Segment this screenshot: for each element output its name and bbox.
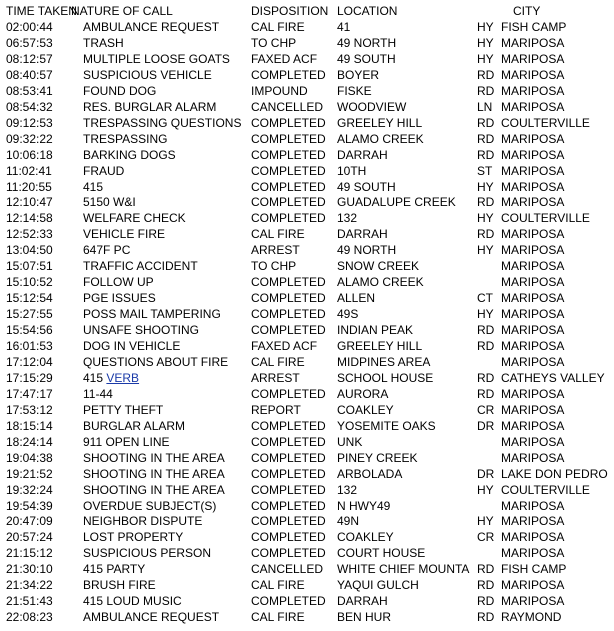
disposition-cell: IMPOUND bbox=[251, 83, 308, 98]
disposition-cell: COMPLETED bbox=[251, 275, 326, 290]
disposition-cell: COMPLETED bbox=[251, 163, 326, 178]
city-cell: MARIPOSA bbox=[501, 450, 565, 465]
time-cell: 21:15:12 bbox=[6, 546, 53, 561]
street-suffix-cell: RD bbox=[477, 386, 495, 401]
time-cell: 08:40:57 bbox=[6, 67, 53, 82]
city-cell: COULTERVILLE bbox=[501, 482, 590, 497]
street-suffix-cell: HY bbox=[477, 179, 494, 194]
time-cell: 11:20:55 bbox=[6, 179, 52, 194]
street-suffix-cell: RD bbox=[477, 323, 495, 338]
nature-cell: BURGLAR ALARM bbox=[83, 418, 186, 433]
nature-cell: SHOOTING IN THE AREA bbox=[83, 482, 225, 497]
time-cell: 08:53:41 bbox=[6, 83, 53, 98]
table-row bbox=[0, 290, 614, 306]
location-cell: ARBOLADA bbox=[337, 466, 403, 481]
city-cell: MARIPOSA bbox=[501, 578, 565, 593]
table-row bbox=[0, 115, 614, 131]
street-suffix-cell: RD bbox=[477, 339, 495, 353]
disposition-cell: ARREST bbox=[251, 370, 300, 385]
time-cell: 19:04:38 bbox=[6, 450, 53, 465]
city-cell: LAKE DON PEDRO bbox=[501, 466, 608, 481]
location-cell: AURORA bbox=[337, 386, 389, 401]
table-row bbox=[0, 67, 614, 83]
location-cell: GUADALUPE CREEK bbox=[337, 195, 456, 210]
nature-cell: TRASH bbox=[83, 35, 124, 50]
nature-cell: FRAUD bbox=[83, 163, 125, 178]
location-cell: COURT HOUSE bbox=[337, 546, 426, 561]
nature-cell: DOG IN VEHICLE bbox=[83, 339, 181, 353]
table-row bbox=[0, 210, 614, 226]
table-row bbox=[0, 19, 614, 35]
street-suffix-cell: HY bbox=[477, 35, 494, 50]
nature-cell: 415 PARTY bbox=[83, 562, 146, 577]
city-cell: CATHEYS VALLEY bbox=[501, 370, 605, 385]
disposition-cell: FAXED ACF bbox=[251, 339, 318, 353]
table-row bbox=[0, 354, 614, 370]
city-cell: MARIPOSA bbox=[501, 195, 565, 210]
nature-cell bbox=[83, 370, 249, 386]
city-cell: MARIPOSA bbox=[501, 67, 565, 82]
location-cell: ALAMO CREEK bbox=[337, 131, 424, 146]
time-cell: 10:06:18 bbox=[6, 147, 53, 162]
nature-cell: PGE ISSUES bbox=[83, 291, 156, 306]
location-cell: 10TH bbox=[337, 163, 367, 178]
disposition-cell: COMPLETED bbox=[251, 546, 326, 561]
city-cell: MARIPOSA bbox=[501, 418, 565, 433]
time-cell: 12:10:47 bbox=[6, 195, 53, 210]
time-cell: 21:34:22 bbox=[6, 578, 53, 593]
location-cell: 49S bbox=[337, 307, 359, 322]
table-row bbox=[0, 322, 614, 338]
street-suffix-cell: DR bbox=[477, 466, 495, 481]
table-row bbox=[0, 498, 614, 514]
header-nature-of-call: NATURE OF CALL bbox=[71, 4, 173, 18]
disposition-cell: CAL FIRE bbox=[251, 227, 305, 242]
location-cell: 49 SOUTH bbox=[337, 51, 396, 66]
nature-cell: NEIGHBOR DISPUTE bbox=[83, 514, 203, 529]
time-cell: 19:21:52 bbox=[6, 466, 53, 481]
city-cell: MARIPOSA bbox=[501, 227, 565, 242]
location-cell: N HWY49 bbox=[337, 498, 391, 513]
location-cell: GREELEY HILL bbox=[337, 115, 423, 130]
disposition-cell: COMPLETED bbox=[251, 115, 326, 130]
location-cell: FISKE bbox=[337, 83, 372, 98]
street-suffix-cell: RD bbox=[477, 147, 495, 162]
city-cell: MARIPOSA bbox=[501, 386, 565, 401]
location-cell: 49 NORTH bbox=[337, 243, 397, 258]
nature-cell: 5150 W&I bbox=[83, 195, 136, 210]
location-cell: MIDPINES AREA bbox=[337, 354, 431, 369]
location-cell: ALAMO CREEK bbox=[337, 275, 424, 290]
disposition-cell: COMPLETED bbox=[251, 434, 326, 449]
table-row bbox=[0, 338, 614, 354]
table-row bbox=[0, 35, 614, 51]
table-row bbox=[0, 561, 614, 577]
city-cell: MARIPOSA bbox=[501, 259, 565, 274]
street-suffix-cell: DR bbox=[477, 418, 495, 433]
location-cell: GREELEY HILL bbox=[337, 339, 423, 353]
time-cell: 21:30:10 bbox=[6, 562, 53, 577]
time-cell: 20:57:24 bbox=[6, 530, 53, 545]
street-suffix-cell: RD bbox=[477, 370, 495, 385]
header-row bbox=[0, 3, 614, 19]
nature-cell: QUESTIONS ABOUT FIRE bbox=[83, 354, 229, 369]
time-cell: 06:57:53 bbox=[6, 35, 53, 50]
time-cell: 16:01:53 bbox=[6, 339, 53, 353]
street-suffix-cell: HY bbox=[477, 211, 494, 226]
street-suffix-cell: RD bbox=[477, 610, 495, 625]
location-cell: 49N bbox=[337, 514, 360, 529]
street-suffix-cell: HY bbox=[477, 51, 494, 66]
table-row bbox=[0, 482, 614, 498]
disposition-cell: COMPLETED bbox=[251, 67, 326, 82]
nature-text: 415 bbox=[83, 370, 104, 385]
street-suffix-cell: HY bbox=[477, 514, 494, 529]
time-cell: 12:52:33 bbox=[6, 227, 53, 242]
street-suffix-cell: CT bbox=[477, 291, 493, 306]
disposition-cell: COMPLETED bbox=[251, 147, 326, 162]
street-suffix-cell: RD bbox=[477, 578, 495, 593]
street-suffix-cell: RD bbox=[477, 227, 495, 242]
location-cell: YOSEMITE OAKS bbox=[337, 418, 436, 433]
location-cell: SCHOOL HOUSE bbox=[337, 370, 434, 385]
city-cell: MARIPOSA bbox=[501, 291, 565, 306]
table-row bbox=[0, 609, 614, 625]
nature-cell: OVERDUE SUBJECT(S) bbox=[83, 498, 217, 513]
time-cell: 17:47:17 bbox=[6, 386, 53, 401]
nature-cell: VEHICLE FIRE bbox=[83, 227, 166, 242]
location-cell: WOODVIEW bbox=[337, 99, 407, 114]
location-cell: UNK bbox=[337, 434, 363, 449]
city-cell: MARIPOSA bbox=[501, 323, 565, 338]
city-cell: MARIPOSA bbox=[501, 498, 565, 513]
nature-cell: WELFARE CHECK bbox=[83, 211, 186, 226]
city-cell: FISH CAMP bbox=[501, 562, 567, 577]
time-cell: 22:08:23 bbox=[6, 610, 53, 625]
street-suffix-cell: RD bbox=[477, 83, 495, 98]
city-cell: MARIPOSA bbox=[501, 131, 565, 146]
city-cell: MARIPOSA bbox=[501, 179, 565, 194]
disposition-cell: CAL FIRE bbox=[251, 578, 305, 593]
time-cell: 09:12:53 bbox=[6, 115, 53, 130]
city-cell: MARIPOSA bbox=[501, 163, 565, 178]
time-cell: 20:47:09 bbox=[6, 514, 53, 529]
city-cell: MARIPOSA bbox=[501, 402, 565, 417]
street-suffix-cell: HY bbox=[477, 307, 494, 322]
nature-cell: AMBULANCE REQUEST bbox=[83, 20, 220, 34]
location-cell: COAKLEY bbox=[337, 530, 394, 545]
table-row bbox=[0, 163, 614, 179]
city-cell: MARIPOSA bbox=[501, 147, 565, 162]
nature-cell: 11-44 bbox=[83, 386, 113, 401]
time-cell: 19:32:24 bbox=[6, 482, 53, 497]
city-cell: MARIPOSA bbox=[501, 51, 565, 66]
disposition-cell: COMPLETED bbox=[251, 482, 326, 497]
table-row bbox=[0, 242, 614, 258]
nature-cell: 647F PC bbox=[83, 243, 131, 258]
nature-cell: SUSPICIOUS PERSON bbox=[83, 546, 212, 561]
table-row bbox=[0, 545, 614, 561]
table-row bbox=[0, 131, 614, 147]
street-suffix-cell: RD bbox=[477, 67, 495, 82]
nature-cell: TRAFFIC ACCIDENT bbox=[83, 259, 198, 274]
location-cell: BOYER bbox=[337, 67, 380, 82]
nature-cell: 911 OPEN LINE bbox=[83, 434, 170, 449]
time-cell: 11:02:41 bbox=[6, 163, 52, 178]
disposition-cell: CAL FIRE bbox=[251, 354, 305, 369]
city-cell: COULTERVILLE bbox=[501, 115, 590, 130]
city-cell: MARIPOSA bbox=[501, 434, 565, 449]
nature-cell: MULTIPLE LOOSE GOATS bbox=[83, 51, 230, 66]
street-suffix-cell: LN bbox=[477, 99, 493, 114]
street-suffix-cell: RD bbox=[477, 131, 495, 146]
table-row bbox=[0, 402, 614, 418]
city-cell: MARIPOSA bbox=[501, 339, 565, 353]
disposition-cell: FAXED ACF bbox=[251, 51, 318, 66]
street-suffix-cell: HY bbox=[477, 482, 494, 497]
table-row bbox=[0, 434, 614, 450]
table-row bbox=[0, 450, 614, 466]
time-cell: 12:14:58 bbox=[6, 211, 53, 226]
table-row bbox=[0, 147, 614, 163]
nature-cell: 415 bbox=[83, 179, 104, 194]
location-cell: DARRAH bbox=[337, 594, 388, 609]
street-suffix-cell: CR bbox=[477, 402, 495, 417]
disposition-cell: ARREST bbox=[251, 243, 300, 258]
table-row bbox=[0, 83, 614, 99]
city-cell: COULTERVILLE bbox=[501, 211, 590, 226]
time-cell: 19:54:39 bbox=[6, 498, 53, 513]
table-row bbox=[0, 274, 614, 290]
location-cell: 49 NORTH bbox=[337, 35, 397, 50]
nature-cell: TRESPASSING QUESTIONS bbox=[83, 115, 242, 130]
header-disposition: DISPOSITION bbox=[251, 4, 329, 18]
disposition-cell: COMPLETED bbox=[251, 498, 326, 513]
disposition-cell: CANCELLED bbox=[251, 562, 324, 577]
table-row bbox=[0, 513, 614, 529]
street-suffix-cell: ST bbox=[477, 163, 493, 178]
table-row bbox=[0, 593, 614, 609]
table-row bbox=[0, 370, 614, 386]
city-cell: MARIPOSA bbox=[501, 83, 565, 98]
time-cell: 08:12:57 bbox=[6, 51, 53, 66]
time-cell: 18:15:14 bbox=[6, 418, 53, 433]
city-cell: MARIPOSA bbox=[501, 514, 565, 529]
disposition-cell: REPORT bbox=[251, 402, 301, 417]
disposition-cell: COMPLETED bbox=[251, 386, 326, 401]
city-cell: MARIPOSA bbox=[501, 546, 565, 561]
table-row bbox=[0, 529, 614, 545]
disposition-cell: COMPLETED bbox=[251, 211, 326, 226]
disposition-cell: COMPLETED bbox=[251, 131, 326, 146]
header-location: LOCATION bbox=[337, 4, 398, 18]
table-row bbox=[0, 226, 614, 242]
table-row bbox=[0, 466, 614, 482]
disposition-cell: COMPLETED bbox=[251, 323, 326, 338]
time-cell: 15:10:52 bbox=[6, 275, 53, 290]
time-cell: 17:15:29 bbox=[6, 370, 53, 385]
city-cell: MARIPOSA bbox=[501, 35, 565, 50]
location-cell: BEN HUR bbox=[337, 610, 392, 625]
city-cell: MARIPOSA bbox=[501, 275, 565, 290]
street-suffix-cell: HY bbox=[477, 243, 494, 258]
disposition-cell: CAL FIRE bbox=[251, 610, 305, 625]
disposition-cell: COMPLETED bbox=[251, 291, 326, 306]
time-cell: 13:04:50 bbox=[6, 243, 53, 258]
city-cell: RAYMOND bbox=[501, 610, 562, 625]
time-cell: 15:27:55 bbox=[6, 307, 53, 322]
location-cell: PINEY CREEK bbox=[337, 450, 418, 465]
location-cell: DARRAH bbox=[337, 147, 388, 162]
disposition-cell: COMPLETED bbox=[251, 530, 326, 545]
location-cell: YAQUI GULCH bbox=[337, 578, 419, 593]
city-cell: MARIPOSA bbox=[501, 243, 565, 258]
table-row bbox=[0, 258, 614, 274]
disposition-cell: COMPLETED bbox=[251, 307, 326, 322]
table-row bbox=[0, 577, 614, 593]
nature-cell: SUSPICIOUS VEHICLE bbox=[83, 67, 212, 82]
nature-cell: FOUND DOG bbox=[83, 83, 157, 98]
disposition-cell: CANCELLED bbox=[251, 99, 324, 114]
location-cell: 132 bbox=[337, 482, 358, 497]
street-suffix-cell: HY bbox=[477, 20, 494, 34]
city-cell: MARIPOSA bbox=[501, 307, 565, 322]
time-cell: 15:54:56 bbox=[6, 323, 53, 338]
location-cell: INDIAN PEAK bbox=[337, 323, 414, 338]
nature-cell: SHOOTING IN THE AREA bbox=[83, 450, 225, 465]
nature-cell: SHOOTING IN THE AREA bbox=[83, 466, 225, 481]
street-suffix-cell: RD bbox=[477, 195, 495, 210]
street-suffix-cell: RD bbox=[477, 562, 495, 577]
header-city: CITY bbox=[513, 4, 541, 18]
nature-cell: RES. BURGLAR ALARM bbox=[83, 99, 217, 114]
disposition-cell: COMPLETED bbox=[251, 450, 326, 465]
time-cell: 08:54:32 bbox=[6, 99, 53, 114]
table-row bbox=[0, 418, 614, 434]
nature-link[interactable]: VERB bbox=[106, 370, 140, 385]
disposition-cell: COMPLETED bbox=[251, 514, 326, 529]
city-cell: FISH CAMP bbox=[501, 20, 567, 34]
nature-cell: AMBULANCE REQUEST bbox=[83, 610, 220, 625]
disposition-cell: COMPLETED bbox=[251, 418, 326, 433]
time-cell: 02:00:44 bbox=[6, 20, 53, 34]
nature-cell: 415 LOUD MUSIC bbox=[83, 594, 182, 609]
nature-cell: FOLLOW UP bbox=[83, 275, 154, 290]
disposition-cell: COMPLETED bbox=[251, 195, 326, 210]
time-cell: 21:51:43 bbox=[6, 594, 53, 609]
location-cell: 132 bbox=[337, 211, 358, 226]
time-cell: 15:12:54 bbox=[6, 291, 53, 306]
nature-cell: POSS MAIL TAMPERING bbox=[83, 307, 221, 322]
city-cell: MARIPOSA bbox=[501, 99, 565, 114]
table-row bbox=[0, 386, 614, 402]
time-cell: 09:32:22 bbox=[6, 131, 53, 146]
location-cell: COAKLEY bbox=[337, 402, 394, 417]
location-cell: DARRAH bbox=[337, 227, 388, 242]
city-cell: MARIPOSA bbox=[501, 594, 565, 609]
street-suffix-cell: RD bbox=[477, 115, 495, 130]
nature-cell: LOST PROPERTY bbox=[83, 530, 184, 545]
location-cell: WHITE CHIEF MOUNTA bbox=[337, 562, 470, 577]
disposition-cell: COMPLETED bbox=[251, 594, 326, 609]
street-suffix-cell: RD bbox=[477, 594, 495, 609]
nature-cell: BARKING DOGS bbox=[83, 147, 176, 162]
table-row bbox=[0, 194, 614, 210]
location-cell: SNOW CREEK bbox=[337, 259, 420, 274]
street-suffix-cell: CR bbox=[477, 530, 495, 545]
location-cell: 41 bbox=[337, 20, 351, 34]
location-cell: 49 SOUTH bbox=[337, 179, 396, 194]
time-cell: 15:07:51 bbox=[6, 259, 53, 274]
city-cell: MARIPOSA bbox=[501, 354, 565, 369]
table-row bbox=[0, 51, 614, 67]
header-time-taken: TIME TAKEN bbox=[6, 4, 77, 18]
table-row bbox=[0, 99, 614, 115]
time-cell: 18:24:14 bbox=[6, 434, 53, 449]
table-row bbox=[0, 179, 614, 195]
nature-cell: TRESPASSING bbox=[83, 131, 168, 146]
disposition-cell: TO CHP bbox=[251, 259, 297, 274]
time-cell: 17:12:04 bbox=[6, 354, 53, 369]
nature-cell: UNSAFE SHOOTING bbox=[83, 323, 200, 338]
table-row bbox=[0, 306, 614, 322]
time-cell: 17:53:12 bbox=[6, 402, 53, 417]
disposition-cell: COMPLETED bbox=[251, 179, 326, 194]
nature-cell: BRUSH FIRE bbox=[83, 578, 156, 593]
nature-cell: PETTY THEFT bbox=[83, 402, 164, 417]
location-cell: ALLEN bbox=[337, 291, 376, 306]
city-cell: MARIPOSA bbox=[501, 530, 565, 545]
disposition-cell: COMPLETED bbox=[251, 466, 326, 481]
disposition-cell: TO CHP bbox=[251, 35, 297, 50]
disposition-cell: CAL FIRE bbox=[251, 20, 305, 34]
